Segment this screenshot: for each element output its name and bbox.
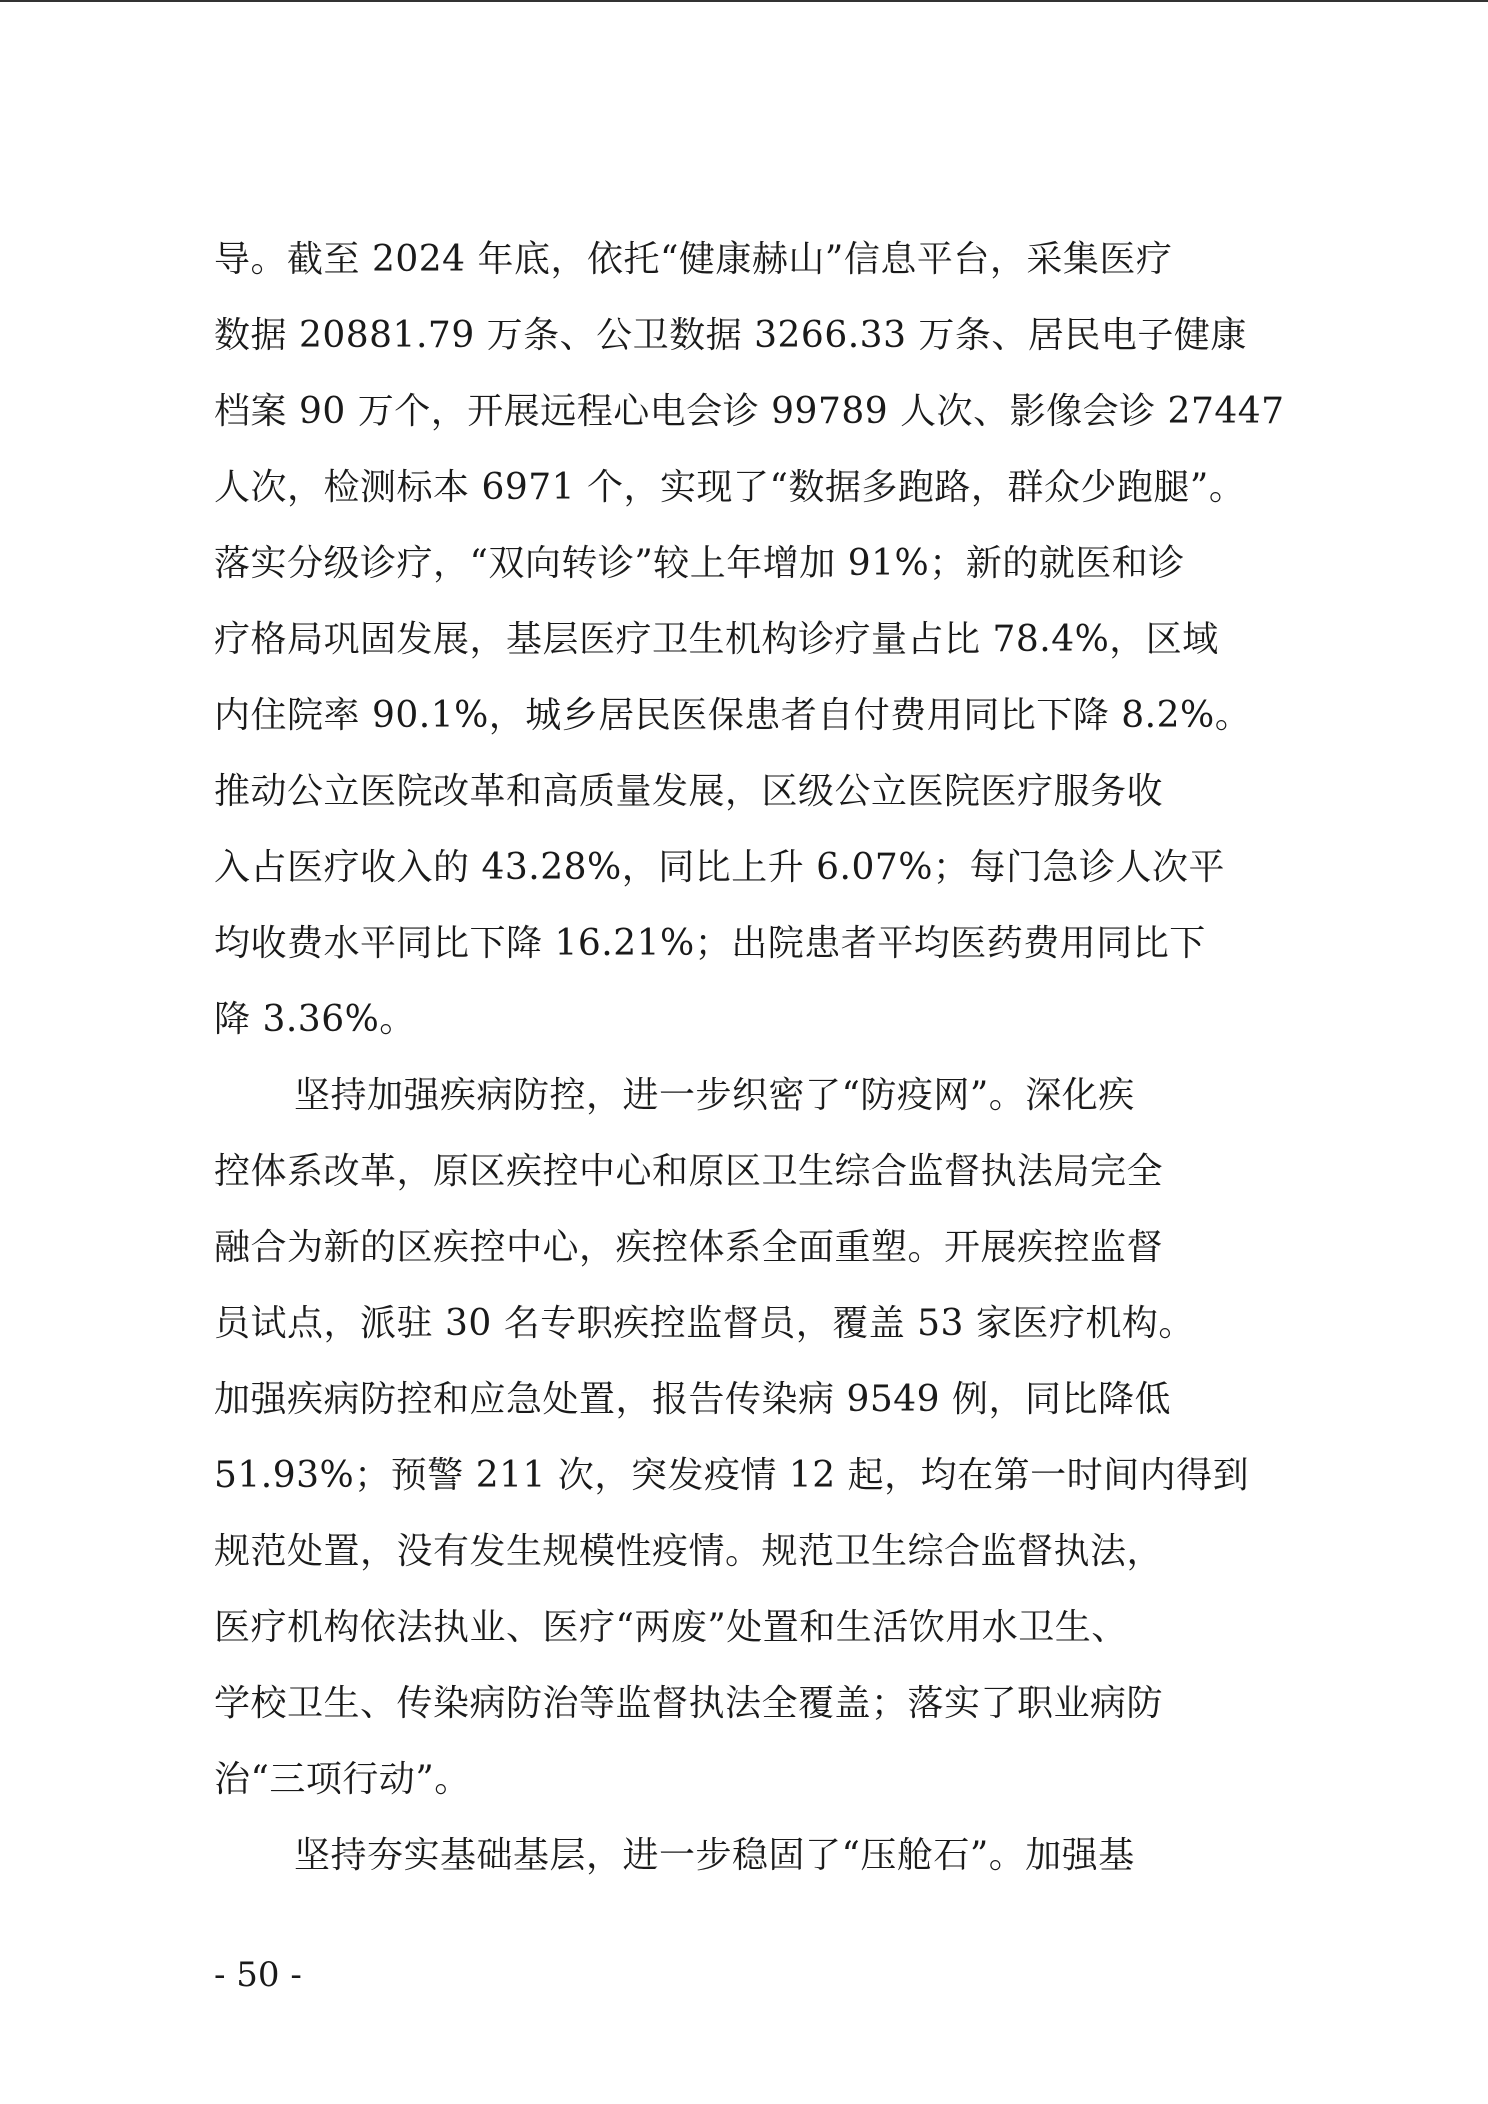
- text-line: 加强疾病防控和应急处置，报告传染病 9549 例，同比降低: [214, 1379, 1172, 1420]
- paragraph-2: [214, 1058, 1264, 1818]
- text-line: 规范处置，没有发生规模性疫情。规范卫生综合监督执法，: [214, 1531, 1164, 1572]
- text-line: 降 3.36%。: [214, 999, 416, 1040]
- text-line: 推动公立医院改革和高质量发展，区级公立医院医疗服务收: [214, 771, 1164, 812]
- paragraph-1: [214, 222, 1285, 1058]
- text-line: 医疗机构依法执业、医疗“两废”处置和生活饮用水卫生、: [214, 1607, 1128, 1648]
- text-line: 员试点，派驻 30 名专职疾控监督员，覆盖 53 家医疗机构。: [214, 1303, 1195, 1344]
- document-body: [214, 222, 1285, 1894]
- text-line: 融合为新的区疾控中心，疾控体系全面重塑。开展疾控监督: [214, 1227, 1164, 1268]
- text-line: 人次，检测标本 6971 个，实现了“数据多跑路，群众少跑腿”。: [214, 467, 1246, 508]
- text-line: 数据 20881.79 万条、公卫数据 3266.33 万条、居民电子健康: [214, 315, 1247, 356]
- text-line-first: 坚持夯实基础基层，进一步稳固了“压舱石”。加强基: [294, 1835, 1135, 1876]
- text-line: 导。截至 2024 年底，依托“健康赫山”信息平台，采集医疗: [214, 239, 1173, 280]
- text-line: 入占医疗收入的 43.28%，同比上升 6.07%；每门急诊人次平: [214, 847, 1226, 888]
- text-line: 51.93%；预警 211 次，突发疫情 12 起，均在第一时间内得到: [214, 1455, 1250, 1496]
- text-line: 治“三项行动”。: [214, 1759, 471, 1800]
- text-line: 控体系改革，原区疾控中心和原区卫生综合监督执法局完全: [214, 1151, 1164, 1192]
- text-line: 档案 90 万个，开展远程心电会诊 99789 人次、影像会诊 27447: [214, 391, 1285, 432]
- paragraph-3: [214, 1818, 1264, 1894]
- text-line: 学校卫生、传染病防治等监督执法全覆盖；落实了职业病防: [214, 1683, 1164, 1724]
- text-line: 内住院率 90.1%，城乡居民医保患者自付费用同比下降 8.2%。: [214, 695, 1252, 736]
- text-line: 均收费水平同比下降 16.21%；出院患者平均医药费用同比下: [214, 923, 1206, 964]
- page-number: - 50 -: [214, 1955, 302, 1995]
- text-line: 落实分级诊疗，“双向转诊”较上年增加 91%；新的就医和诊: [214, 543, 1185, 584]
- text-line-first: 坚持加强疾病防控，进一步织密了“防疫网”。深化疾: [294, 1075, 1135, 1116]
- top-border-rule: [0, 0, 1488, 2]
- text-line: 疗格局巩固发展，基层医疗卫生机构诊疗量占比 78.4%，区域: [214, 619, 1219, 660]
